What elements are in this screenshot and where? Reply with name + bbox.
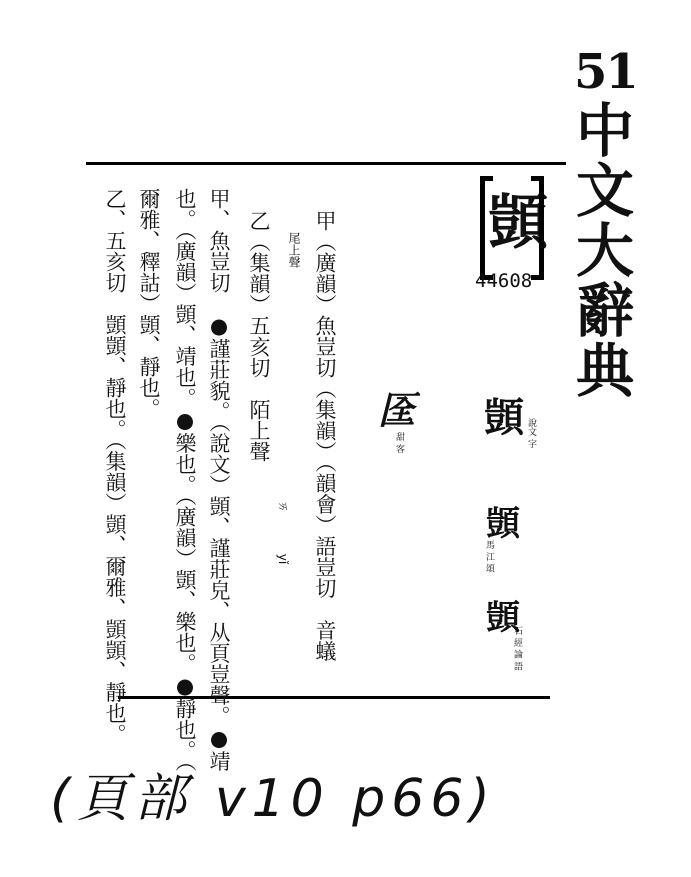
definition-line: 爾雅、釋詁）顗、靜也。	[137, 188, 161, 419]
glyph-note: 說文 字	[526, 418, 536, 448]
definition-line: 甲、魚豈切 ●謹莊貌。（說文）顗、謹莊皃、从頁豈聲。●靖	[207, 188, 231, 772]
reading-text: （廣韻）魚豈切（集韻）（韻會）語豈切 音蟻	[313, 231, 337, 662]
headword: 顗	[488, 188, 548, 258]
glyph-form-stone: 顗	[486, 598, 520, 638]
tone-note: 尾上聲	[287, 232, 301, 268]
glyph-form-variant: 顗	[486, 504, 520, 544]
headword-box	[480, 176, 548, 270]
glyph-note: 石 經 論 語	[512, 626, 522, 671]
reading-column-yi: 乙（集韻）五亥切 陌上聲	[247, 210, 271, 462]
volume-number: 51	[574, 44, 637, 100]
glyph-form-cursive: 𠤹	[378, 388, 417, 433]
glyph-note: 甜 客	[394, 432, 404, 453]
top-rule	[86, 162, 566, 165]
right-bracket	[531, 176, 544, 280]
character-code: 44608	[475, 270, 533, 292]
romanization: yǐ	[276, 553, 291, 565]
handwritten-reference: (頁部 v10 p66)	[50, 769, 496, 829]
definition-line: 乙、五亥切 顗顗、靜也。（集韻）顗、爾雅、顗顗、靜也。	[103, 188, 127, 745]
reading-column-jia	[312, 210, 338, 662]
dictionary-title: 中文大辭典	[566, 100, 634, 400]
reading-mark: 甲	[313, 210, 337, 231]
definition-line: 也。（廣韻）顗、靖也。●樂也。（廣韻）顗、樂也。●靜也。（	[173, 188, 197, 772]
bopomofo: ㄞ	[276, 500, 291, 513]
glyph-note: 馬 江 頌	[484, 540, 494, 573]
glyph-form-seal: 顗	[484, 394, 524, 441]
